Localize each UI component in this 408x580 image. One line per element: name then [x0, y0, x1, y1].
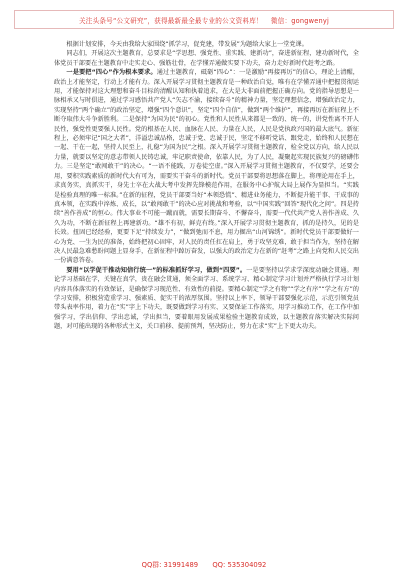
paragraph-text: 同志们，开展这次主题教育，总要求是“学思想、强党性、重实践、建新功”，奋进新征程，建功新时代，全体党员干部要在主题教育中走实走心、强筋壮骨，在学懂弄通做实要下功夫，奋力走好新时代赶考之路。	[54, 50, 359, 67]
header-banner	[14, 10, 394, 29]
paragraph-lead: 一是要把“四心”作为根本要求。	[66, 69, 157, 77]
paragraph-text: 一是要坚持以学求学深度动融会贯通。理论学习基础在学，关键在真学，贵在融会贯通，须全面学习、系统学习、精心制定学习计划并严格执行学习计划内容具体落实的有效保证，是确保学习现范性、有效性的前提。要精心制定“学之有物”“学之有序”“学之有方”的学习安排，积极营造重学习、强素质、促实干的浓厚氛围。坚持以上率下，领导干部要强化示范，示范引领党员带头表率作用，着力在“实”字上下功夫，既要做到学习有实、又要保证工作落实，用学习推动工作，在工作中加强学习，学出信仰、学出忠诚，学出担当，要着眼用发展成果检验主题教育成效，以主题教育落实解决实际问题，对可能出现的各种形式主义，关口前移、提前预判，坚决防止，努力在求“实”上下更大功夫。	[54, 266, 360, 331]
banner-left-text: 关注头条号“公文研究”，获得最新最全最专业的公文资料库！	[78, 16, 263, 25]
paragraph-text: 通过主题教育，砥砺“四心”：一是激励“再接再厉”的信心，理论上清醒，政治上才能坚定，行动上才能有力。深入开展学习贯彻主题教育是一种政治自觉，唯有在学懂弄通中把握贯彻运用，才能保持对这大理想和奋斗目标的清醒认知和执着追求，在大是大非面前把握正确方向。党的指导思想是一脉相承又与时俱进，通过学习感悟共产党人“矢志不渝，接续奋斗”的精神力量，坚定理想信念，增强政治定力，实现坚持“两个确立”的政治坚定，增强“四个意识”，坚定“四个自信”，做到“两个维护”，再接再厉在新征程上不断夺取伟大斗争新胜利。二是保持“为国为民”的初心。党性和人民性从来都是一致的、统一的，讲党性离不开人民性，强党性更要强人民性。党的根基在人民、血脉在人民、力量在人民，人民是党执政兴国的最大底气。新征程上，必须牢记“国之大者”，洋溢忠诚品格，忠诚于党、忠诚于民，坚定不移听党话、跟党走，始终和人民想在一起、干在一起，坚持人民至上，扎稳“为国为民”之根。深入开展学习贯彻主题教育，检全党以方向，给人民以力量，就要以坚定的意志带领人民铸忠诚，牢记职责使命，依靠人民，为了人民，凝聚起实现民族复兴的磅礴伟力。三是坚定“敢闯敢干”的决心。“一语不能践，万卷徒空虚。”深入开展学习贯彻主题教育，不仅要学，还要会用，要积实践素质的新时代大有可为，需要实干奋斗的新时代。党员干部要将思想落在脚上，将理论用在手上，求真务实，真抓实干，身先士卒在大战大考中发挥先锋模范作用，在服务中心护航大局上展作为显担当。“实践是检验真理的唯一标准。”在新的征程，党员干部要当好“本领恐慌”、精进业务能力，不断提升能干事、干成事的真本领，在实践中淬炼、成长，以“敢闯敢干”的决心应对挑战和考验，以“中国实践”回答“现代化之问”。四是持续“善作善成”的恒心。伟大事业不可能一蹴而就，需要长期奋斗、不懈奋斗，需要一代代共产党人善作善成、久久为功，不断在新征程上再建新功。“雄不有初，鲜克有终。”深入开展学习贯彻主题教育，抓的是持久，见的是长效。扭固已经经验，更要下足“持续发力”，“做到弛而不息，用力掘出“山河锦绣”。新时代党员干部要做好一心为党、一生为民的准备，始终把初心固牢，对人民的责任扛在肩上，勇于攻坚克难，敢于担当作为，坚持在解决人民最急难愁盼问题上显身手，在新征程中踔厉奋发，以强大的政治定力在新的“赶考”之路上向党和人民交出一份满意答卷。	[54, 69, 359, 265]
document-body	[54, 40, 359, 332]
paragraph-lead: 要用“以学促干推动知信行统一”的标准抓好学习，做到“四要”。	[66, 266, 247, 274]
paragraph-3	[54, 68, 359, 266]
paragraph-2	[54, 49, 359, 68]
paragraph-1	[54, 40, 359, 49]
footer-qq-group: QQ群: 31991489	[141, 561, 199, 569]
footer-contact	[0, 559, 408, 569]
paragraph-text: 根据计划安排，今天由我给大家围绕“抓学习，促党建，带发展”为题给大家上一堂党课。	[66, 41, 308, 48]
footer-qq: QQ: 535304092	[212, 561, 267, 569]
banner-wechat-text: 微信：gongwenyj	[270, 16, 329, 25]
paragraph-4	[54, 266, 359, 332]
